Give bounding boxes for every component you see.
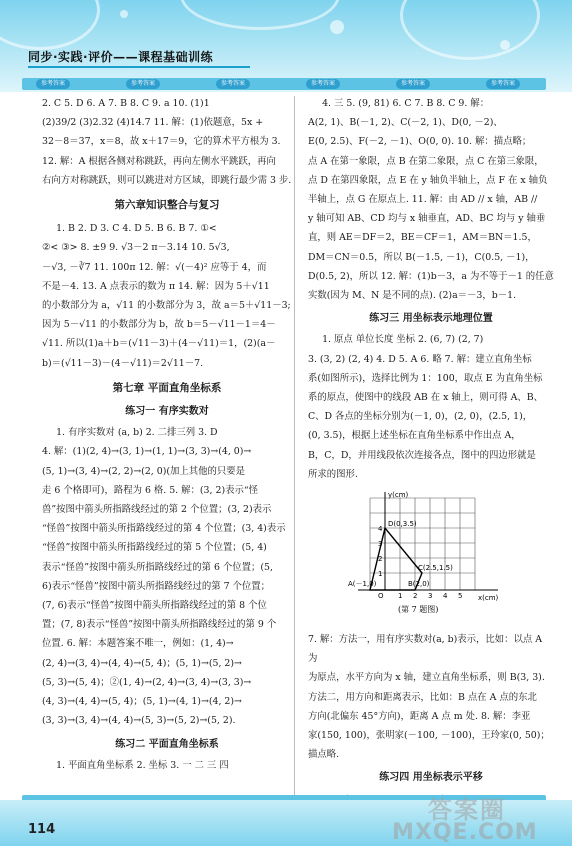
origin-label: O	[378, 592, 384, 601]
answer-line: 家(150, 100)，张明家(－100, －100)，王玲家(0, 50)；	[308, 730, 550, 742]
bubble-decoration	[330, 20, 344, 34]
answer-line: 表示“怪兽”按图中箭头所指路线经过的第 6 个位置；(5,	[42, 561, 273, 573]
answer-line: (5, 1)→(3, 4)→(2, 2)→(2, 0)(加上其他的只要是	[42, 465, 246, 477]
coordinate-figure	[348, 490, 508, 630]
coordinate-grid-svg	[348, 490, 508, 616]
answer-line: 1. 有序实数对 (a, b) 2. 二排三列 3. D	[56, 427, 218, 439]
x-axis-label: x(cm)	[478, 594, 499, 603]
answer-tab: 参考答案	[36, 79, 70, 89]
y-tick-label: 1	[378, 570, 383, 579]
answer-line: 7. 解：方法一，用有序实数对(a, b)表示，比如：以点 A 为	[308, 634, 543, 665]
answer-line: 1. 平面直角坐标系 2. 坐标 3. 一 二 三 四	[56, 759, 229, 771]
answer-line: 为原点，水平方向为 x 轴，建立直角坐标系，则 B(3, 3).	[308, 672, 545, 684]
swirl-decoration	[180, 0, 340, 30]
answer-line: 直，则 AE＝DF＝2，BE＝CF＝1，AM＝BN＝1.5，	[308, 232, 537, 244]
bubble-decoration	[120, 10, 128, 18]
x-tick-label: 1	[398, 592, 403, 601]
answer-line: 实数(因为 M、N 是不同的点). (2)a＝－3，b－1.	[308, 290, 517, 302]
x-tick-label: 3	[428, 592, 433, 601]
answer-line: D(0.5, 2)，所以 12. 解：(1)b－3，a 为不等于－1 的任意	[308, 270, 554, 282]
answer-line: －√3, －∛7 11. 100π 12. 解：√(－4)² 应等于 4，而	[42, 261, 267, 273]
answer-line: 32－8＝37，x＝8，故 x＋17＝9，它的算术平方根为 3.	[42, 136, 281, 148]
watermark-logo	[384, 790, 564, 846]
answer-line: 系(如图所示)，选择比例为 1：100，取点 E 为直角坐标	[308, 372, 543, 384]
exercise-3-title: 练习三 用坐标表示地理位置	[369, 313, 493, 325]
chapter-7-title: 第七章 平面直角坐标系	[112, 381, 222, 394]
header-underline	[28, 66, 250, 68]
answer-tab: 参考答案	[486, 79, 520, 89]
answer-line: 半轴上，点 G 在原点上. 11. 解：由 AD // x 轴，AB //	[308, 194, 538, 206]
page-number: 114	[28, 822, 56, 837]
answer-line: 因为 5－√11 的小数部分为 b，故 b＝5－√11－1＝4－	[42, 319, 276, 331]
x-tick-label: 5	[458, 592, 463, 601]
answer-line: 系的原点，使图中的线段 AB 在 x 轴上，则可得 A、B、	[308, 392, 544, 404]
y-tick-label: 2	[378, 555, 383, 564]
answer-line: 所求的图形.	[308, 468, 358, 480]
answer-line: C、D 各点的坐标分别为(－1, 0)，(2, 0)，(2.5, 1)，	[308, 411, 533, 423]
answer-line: B，C，D，并用线段依次连接各点，图中的四边形就是	[308, 449, 536, 461]
answer-line: (4, 3)→(4, 4)→(5, 4)；(5, 1)→(4, 1)→(4, 2)→	[42, 696, 242, 708]
answer-line: “怪兽”按图中箭头所指路线经过的第 5 个位置；(5, 4)	[42, 542, 267, 554]
answer-line: 4. 解：(1)(2, 4)→(3, 1)→(1, 1)→(3, 3)→(4, 0)→	[42, 446, 252, 458]
answer-line: (5, 3)→(5, 4)；②(1, 4)→(2, 4)→(3, 4)→(3, 3)→	[42, 676, 252, 688]
answer-line: 不是－4. 13. A 点表示的数为 π 14. 解：因为 5＋√11	[42, 280, 270, 292]
exercise-1-title: 练习一 有序实数对	[125, 406, 209, 418]
answer-line: (3, 3)→(3, 4)→(4, 4)→(5, 3)→(5, 2)→(5, 2).	[42, 715, 236, 727]
left-column	[42, 94, 292, 775]
answer-line: DM＝CN＝0.5，所以 B(－1.5, －1)，C(0.5, －1)，	[308, 251, 535, 263]
answer-line: 点 D 在第四象限，点 E 在 y 轴负半轴上，点 F 在 x 轴负	[308, 174, 548, 186]
answer-line: 置；(7, 8)表示“怪兽”按图中箭头所指路线经过的第 9 个	[42, 619, 277, 631]
answer-tab: 参考答案	[306, 79, 340, 89]
watermark-bottom-text: MXQE.COM	[392, 820, 538, 845]
answer-line: 走 6 个格即可)，路程为 6 格. 5. 解：(3, 2)表示“怪	[42, 484, 259, 496]
answer-line: (0, 3.5)，根据上述坐标在直角坐标系中作出点 A，	[308, 430, 521, 442]
answer-line: 3. (3, 2) (2, 4) 4. D 5. A 6. 略 7. 解：建立直角坐标	[308, 353, 532, 365]
answer-line: (7, 6)表示“怪兽”按图中箭头所指路线经过的第 8 个位	[42, 600, 267, 612]
answer-tab: 参考答案	[216, 79, 250, 89]
column-divider	[294, 96, 295, 816]
swirl-decoration	[400, 0, 540, 60]
answer-tab: 参考答案	[126, 79, 160, 89]
chapter-6-title: 第六章知识整合与复习	[114, 199, 220, 212]
answer-line: 1. B 2. D 3. C 4. D 5. B 6. B 7. ①<	[56, 223, 217, 235]
bubble-decoration	[500, 40, 510, 50]
y-tick-label: 3	[378, 540, 383, 549]
point-a-label: A(－1,0)	[348, 580, 377, 589]
x-tick-label: 2	[413, 592, 418, 601]
watermark-top-text: 答案圈	[428, 796, 506, 824]
answer-line: E(0, 2.5)、F(－2, －1)、O(0, 0). 10. 解：描点略；	[308, 136, 532, 148]
answer-tab: 参考答案	[396, 79, 430, 89]
grid-lines	[370, 498, 475, 590]
point-b-label: B(2,0)	[408, 580, 430, 589]
answer-line: (2)39/2 (3)2.32 (4)14.7 11. 解：(1)依题意，5x +	[42, 117, 264, 129]
x-tick-label: 4	[443, 592, 448, 601]
y-axis-label: y(cm)	[388, 491, 409, 500]
answer-line: 4. 三 5. (9, 81) 6. C 7. B 8. C 9. 解：	[322, 98, 490, 109]
answer-line: 6)表示“怪兽”按图中箭头所指路线经过的第 7 个位置；	[42, 580, 271, 592]
answer-line: 兽”按图中箭头所指路线经过的第 2 个位置；(3, 2)表示	[42, 504, 272, 516]
answer-line: A(2, 1)、B(－1, 2)、C(－2, 1)、D(0, －2)、	[308, 117, 503, 129]
answer-line: “怪兽”按图中箭头所指路线经过的第 4 个位置；(3, 4)表示	[42, 523, 286, 535]
point-d-label: D(0,3.5)	[388, 520, 417, 529]
answer-tab-bar	[22, 78, 546, 90]
answer-line: 1. 原点 单位长度 坐标 2. (6, 7) (2, 7)	[322, 334, 484, 346]
header-title: 同步·实践·评价——课程基础训练	[28, 50, 214, 64]
answer-line: √11. 所以(1)a＋b＝(√11－3)＋(4－√11)＝1，(2)(a－	[42, 338, 276, 350]
exercise-4-title: 练习四 用坐标表示平移	[379, 772, 483, 784]
right-column	[308, 94, 554, 809]
figure-caption: (第 7 题图)	[398, 605, 439, 615]
answer-line: y 轴可知 AB、CD 均与 x 轴垂直，AD、BC 均与 y 轴垂	[308, 213, 546, 225]
y-tick-label: 4	[378, 525, 383, 534]
answer-line: 方向(北偏东 45°方向)，距离 A 点 m 处. 8. 解：李亚	[308, 710, 531, 722]
answer-line: ②< ③> 8. ±9 9. √3－2 π－3.14 10. 5√3,	[42, 242, 230, 254]
swirl-decoration	[0, 0, 100, 50]
answer-line: (2, 4)→(3, 4)→(4, 4)→(5, 4)；(5, 1)→(5, 2)→	[42, 657, 242, 669]
exercise-2-title: 练习二 平面直角坐标系	[115, 738, 219, 750]
answer-line: b)＝(√11－3)－(4－√11)＝2√11－7.	[42, 357, 204, 369]
answer-line: 右向方对称跳跃，则可以跳进对方区域，即跳行最少需 3 步.	[42, 174, 292, 186]
point-c-label: C(2.5,1.5)	[418, 564, 453, 573]
answer-line: 2. C 5. D 6. A 7. B 8. C 9. a 10. (1)1	[42, 98, 210, 109]
answer-line: 的小数部分为 a，√11 的小数部分为 3，故 a＝5＋√11－3;	[42, 300, 291, 312]
answer-line: 描点略.	[308, 749, 340, 761]
answer-line: 点 A 在第一象限，点 B 在第二象限，点 C 在第三象限，	[308, 155, 544, 167]
answer-line: 位置. 6. 解：本题答案不唯一，例如：(1, 4)→	[42, 638, 234, 650]
answer-line: 12. 解：A 根据各侧对称跳跃，再向左侧水平跳跃，再向	[42, 155, 276, 167]
answer-line: 方法二，用方向和距离表示，比如：B 点在 A 点的东北	[308, 691, 537, 703]
